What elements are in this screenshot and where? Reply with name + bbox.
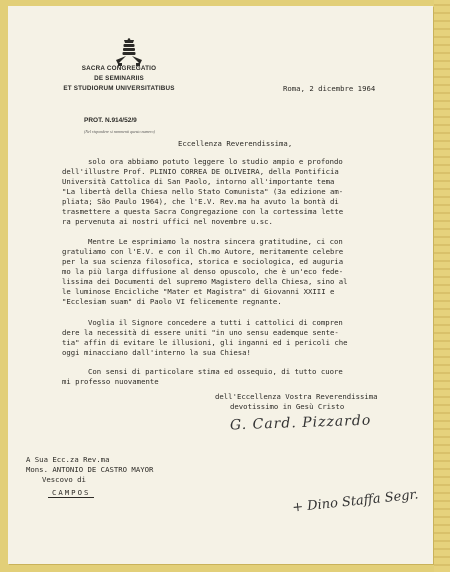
body-line: Con sensi di particolare stima ed ossequio, di tutto cuore xyxy=(88,367,343,376)
org-header xyxy=(58,64,180,94)
body-line: tia" affin di evitare le illusioni, gli inganni ed i pericoli che xyxy=(62,338,348,347)
body-line: solo ora abbiamo potuto leggere lo studio ampio e profondo xyxy=(88,157,343,166)
body-line: dell'illustre Prof. PLINIO CORREA DE OLIVEIRA, della Pontificia xyxy=(62,167,339,176)
place-date: Roma, 2 dicembre 1964 xyxy=(283,84,376,93)
body-line: Voglia il Signore concedere a tutti i cattolici di compren xyxy=(88,318,343,327)
body-line: ra pervenuta ai nostri uffici nel novembre u.sc. xyxy=(62,217,273,226)
body-line: lissima dei Documenti del supremo Magistero della Chiesa, sino al xyxy=(62,277,348,286)
body-line: Università Cattolica di San Paolo, intorno all'importante tema xyxy=(62,177,335,186)
protocol-number: PROT. N.914/52/9 xyxy=(84,117,137,124)
body-line: trasmettere a questa Sacra Congregazione con la cortessima lette xyxy=(62,207,344,216)
body-line: "La libertà della Chiesa nello Stato Comunista" (3a edizione am- xyxy=(62,187,344,196)
body-line: oggi minacciano dall'interno la sua Chiesa! xyxy=(62,348,251,357)
org-line: SACRA CONGREGATIO xyxy=(81,65,157,72)
body-line: pliata; São Paulo 1964), che l'E.V. Rev.ma ha avuto la bontà di xyxy=(62,197,339,206)
address-line: A Sua Ecc.za Rev.ma xyxy=(26,455,110,464)
salutation: Eccellenza Reverendissima, xyxy=(178,139,293,148)
address-line xyxy=(48,488,94,497)
body-line: mo la più larga diffusione al denso opuscolo, che è un'eco fede- xyxy=(62,267,344,276)
address-line: Vescovo di xyxy=(42,475,86,484)
diocese-name: CAMPOS xyxy=(48,488,94,498)
secretary-signature: + Dino Staffa Segr. xyxy=(291,487,420,516)
body-line: dere la necessità di essere uniti "in uno sensu eademque sente- xyxy=(62,328,339,337)
closing-line: devotissimo in Gesù Cristo xyxy=(230,402,345,411)
body-line: per la sua scienza filosofica, storica e sociologica, ed auguria xyxy=(62,257,344,266)
protocol-note: (Nel rispondere si rammenti questo numero) xyxy=(84,129,155,134)
org-line: ET STUDIORUM UNIVERSITATIBUS xyxy=(63,85,175,92)
page-edge xyxy=(434,0,450,572)
body-line: gratuliamo con l'E.V. e con il Ch.mo Autore, meritamente celebre xyxy=(62,247,344,256)
body-line: mi professo nuovamente xyxy=(62,377,159,386)
body-line: le luminose Encicliche "Mater et Magistra" di Giovanni XXIII e xyxy=(62,287,335,296)
cardinal-signature: G. Card. Pizzardo xyxy=(229,412,372,434)
body-line: Mentre Le esprimiamo la nostra sincera gratitudine, ci con xyxy=(88,237,343,246)
org-line: DE SEMINARIIS xyxy=(94,75,144,82)
closing-line: dell'Eccellenza Vostra Reverendissima xyxy=(215,392,378,401)
address-line: Mons. ANTONIO DE CASTRO MAYOR xyxy=(26,465,154,474)
body-line: "Ecclesiam suam" di Paolo VI felicemente regnante. xyxy=(62,297,282,306)
